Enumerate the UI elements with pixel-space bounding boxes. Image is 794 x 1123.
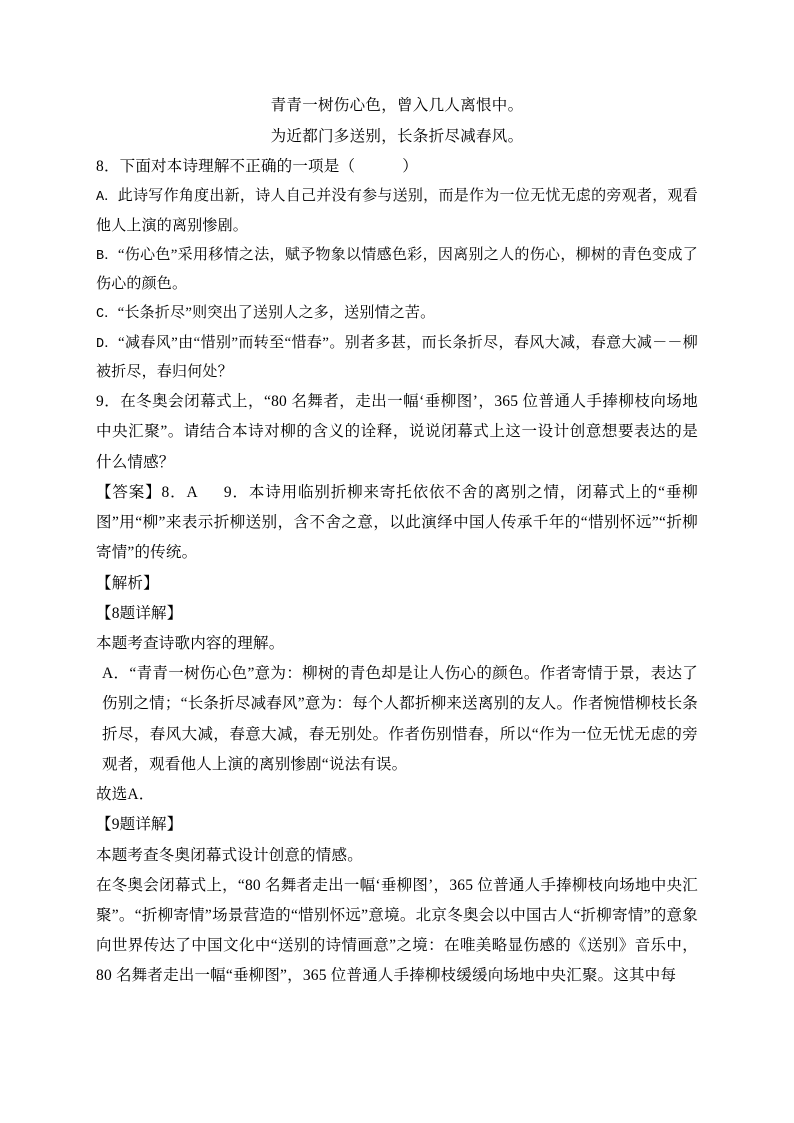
question-8-option-b [96,241,698,300]
analysis-9-paragraph-2: 在冬奥会闭幕式上，“80 名舞者走出一幅‘垂柳图’，365 位普通人手捧柳枝向场地中央汇聚”。“折柳寄情”场景营造的“惜别怀远”意境。北京冬奥会以中国古人“折柳寄情”的意象向世界传达了中国文化中“送别的诗情画意”之境：在唯美略显伤感的《送别》音乐中，80 名舞者走出一幅“垂柳图”，365 位普通人手捧柳枝缓缓向场地中央汇聚。这其中每 [96,876,698,985]
option-a-marker: A． [96,190,118,206]
poem-line-1: 青青一树伤心色，曾入几人离恨中。 [270,97,524,114]
analysis-8-paragraph-2: A．“青青一树伤心色”意为：柳树的青色却是让人伤心的颜色。作者寄情于景，表达了伤别之情；“长条折尽减春风”意为：每个人都折柳来送离别的友人。作者惋惜柳枝长条折尽，春风大减，春意大减，春无别处。作者伤别惜春，所以“作为一位无忧无虑的旁观者，观看他人上演的离别惨剧“说法有误。 [102,665,698,773]
question-8-option-d [96,329,698,388]
analysis-label: 【解析】 [96,574,159,592]
answer-9-number: 9． [223,483,249,501]
option-b-text: “伤心色”采用移情之法，赋予物象以情感色彩，因离别之人的伤心，柳树的青色变成了伤心的颜色。 [96,246,698,293]
answer-label: 【答案】8．A [96,483,198,501]
analysis-8-paragraph-1: 本题考查诗歌内容的理解。 [96,634,285,652]
analysis-8-conclusion: 故选A． [96,786,155,804]
question-9-stem: 9．在冬奥会闭幕式上，“80 名舞者，走出一幅‘垂柳图’，365 位普通人手捧柳枝向场地中央汇聚”。请结合本诗对柳的含义的诠释，说说闭幕式上这一设计创意想要表达的是什么情感？ [96,393,698,471]
option-c-marker: C． [96,307,118,323]
option-a-text: 此诗写作角度出新，诗人自己并没有参与送别，而是作为一位无忧无虑的旁观者，观看他人上演的离别惨剧。 [96,188,698,234]
question-8-option-a [96,182,698,241]
poem-line-2: 为近都门多送别，长条折尽减春风。 [270,128,524,145]
analysis-9-paragraph-1: 本题考查冬奥闭幕式设计创意的情感。 [96,846,363,864]
option-d-marker: D． [96,336,118,352]
answer-9-text: 本诗用临别折柳来寄托依依不舍的离别之情，闭幕式上的“垂柳图”用“柳”来表示折柳送别，含不舍之意，以此演绎中国人传承千年的“惜别怀远”“折柳寄情”的传统。 [96,483,698,562]
analysis-9-heading: 【9题详解】 [96,816,183,834]
option-b-marker: B． [96,248,118,264]
analysis-8-heading: 【8题详解】 [96,604,183,622]
answer-block [96,478,698,569]
question-8-stem: 8．下面对本诗理解不正确的一项是（ ） [96,158,418,175]
question-8-option-c [96,299,698,328]
option-d-text: “减春风”由“惜别”而转至“惜春”。别者多甚，而长条折尽，春风大减，春意大减－－柳被折尽，春归何处？ [96,334,699,380]
option-c-text: “长条折尽”则突出了送别人之多，送别情之苦。 [117,305,436,322]
